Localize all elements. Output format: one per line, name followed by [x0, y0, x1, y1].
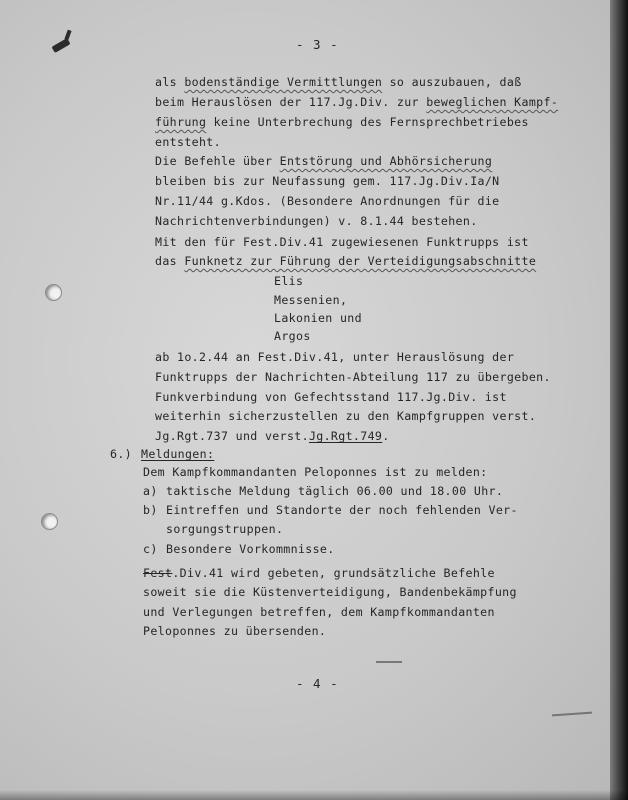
- paragraph-line: und Verlegungen betreffen, dem Kampfkommandanten: [143, 605, 495, 619]
- paragraph-line: entsteht.: [155, 135, 221, 149]
- paragraph-line: Peloponnes zu übersenden.: [143, 624, 327, 638]
- ink-mark: [552, 712, 592, 717]
- region-item: Argos: [274, 329, 311, 343]
- paragraph-line: Jg.Rgt.737 und verst.Jg.Rgt.749.: [155, 429, 390, 443]
- paragraph-line: das Funknetz zur Führung der Verteidigungsabschnitte: [155, 254, 537, 268]
- list-item-label: c): [143, 542, 158, 556]
- paragraph-line: bleiben bis zur Neufassung gem. 117.Jg.Div.Ia/N: [155, 174, 500, 188]
- list-item-text: Eintreffen und Standorte der noch fehlenden Ver-: [166, 503, 518, 517]
- ink-mark: [64, 30, 71, 41]
- list-item-label: a): [143, 484, 158, 498]
- list-item-label: b): [143, 503, 158, 517]
- section-heading: Meldungen:: [141, 447, 215, 461]
- paragraph-line: soweit sie die Küstenverteidigung, Bandenbekämpfung: [143, 585, 517, 599]
- paragraph-line: Fest.Div.41 wird gebeten, grundsätzliche Befehle: [143, 566, 495, 580]
- ink-mark: [376, 661, 402, 663]
- paragraph-line: ab 1o.2.44 an Fest.Div.41, unter Herauslösung der: [155, 350, 515, 364]
- region-item: Messenien,: [274, 293, 348, 307]
- page-number-top: - 3 -: [296, 37, 339, 52]
- paragraph-line: beim Herauslösen der 117.Jg.Div. zur beweglichen Kampf-: [155, 95, 559, 109]
- list-item-text: taktische Meldung täglich 06.00 und 18.00 Uhr.: [166, 484, 504, 498]
- paragraph-line: weiterhin sicherzustellen zu den Kampfgruppen verst.: [155, 409, 537, 423]
- region-item: Elis: [274, 274, 304, 288]
- section-intro: Dem Kampfkommandanten Peloponnes ist zu melden:: [143, 465, 488, 479]
- paragraph-line: Funktrupps der Nachrichten-Abteilung 117 zu übergeben.: [155, 370, 551, 384]
- list-item-text: Besondere Vorkommnisse.: [166, 542, 335, 556]
- paragraph-line: führung keine Unterbrechung des Fernsprechbetriebes: [155, 115, 529, 129]
- list-item-text: sorgungstruppen.: [166, 522, 284, 536]
- paragraph-line: Die Befehle über Entstörung und Abhörsicherung: [155, 154, 493, 168]
- punch-hole-upper: [45, 284, 62, 301]
- paragraph-line: Mit den für Fest.Div.41 zugewiesenen Funktrupps ist: [155, 235, 529, 249]
- page-edge-shadow: [610, 0, 628, 800]
- punch-hole-lower: [41, 513, 58, 530]
- region-item: Lakonien und: [274, 311, 362, 325]
- paragraph-line: als bodenständige Vermittlungen so auszubauen, daß: [155, 75, 522, 89]
- page-bottom-shadow: [0, 790, 628, 800]
- page-number-bottom: - 4 -: [296, 676, 339, 691]
- paragraph-line: Nr.11/44 g.Kdos. (Besondere Anordnungen für die: [155, 194, 500, 208]
- section-number: 6.): [110, 447, 132, 461]
- paragraph-line: Funkverbindung von Gefechtsstand 117.Jg.Div. ist: [155, 390, 507, 404]
- paragraph-line: Nachrichtenverbindungen) v. 8.1.44 bestehen.: [155, 214, 478, 228]
